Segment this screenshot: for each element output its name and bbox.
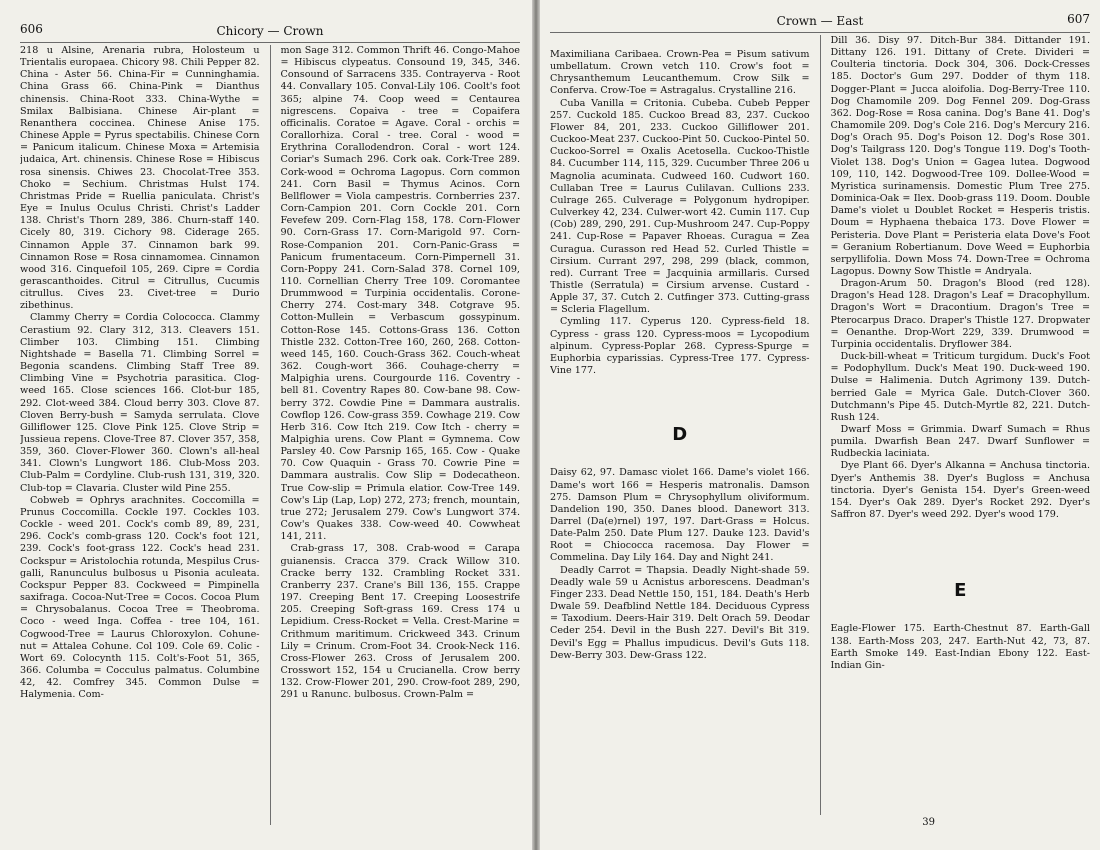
right-column-1 [550,35,810,835]
book-gutter [532,0,540,850]
entry-paragraph: Cymling 117. Cyperus 120. Cypress-field 18. Cypress - grass 120. Cypress-moos = Lycopodium alpinum. Cypress-Poplar 268. Cypress-Spurge = Euphorbia cyparissias. Cypress-Tree 177. Cypress-Vine 177. [550,316,810,377]
running-head-left [20,20,520,43]
running-head-title-right: Crown — East [776,14,864,28]
section-letter-d: D [672,424,688,446]
entry-paragraph: Crab-grass 17, 308. Crab-wood = Carapa guianensis. Cracca 379. Crack Willow 310. Cracke berry 132. Crambling Rocket 331. Cranberry 237. Crane's Bill 136, 155. Crappe 197. Creeping Bent 17. Creeping Loosestrife 205. Creeping Soft-grass 169. Cress 174 u Lepidium. Cress-Rocket = Vella. Crest-Marine = Crithmum maritimum. Crickweed 343. Crinum Lily = Crinum. Crom-Foot 34. Crook-Neck 116. Cross-Flower 263. Cross of Jerusalem 200. Crosswort 152, 154 u Crucianella. Crow berry 132. Crow-Flower 201, 290. Crow-foot 289, 290, 291 u Ranunc. bulbosus. Crown-Palm = [280,543,520,701]
running-head-title-left: Chicory — Crown [216,24,324,38]
left-column-2 [281,45,521,845]
entry-paragraph: Daisy 62, 97. Damasc violet 166. Dame's violet 166. Dame's wort 166 = Hesperis matronalis. Damson 275. Damson Plum = Chrysophyllum oliviformum. Dandelion 190, 350. Danes blood. Danewort 313. Darrel (Da(e)rnel) 197, 197. Dart-Grass = Holcus. Date-Palm 250. Date Plum 127. Dauke 123. David's Root = Chiococca racemosa. Day Flower = Commelina. Day Lily 164. Day and Night 241. [550,467,810,564]
left-column-1 [20,45,260,845]
page-number-left: 606 [20,22,43,36]
column-divider [270,45,271,825]
entry-paragraph: Dill 36. Disy 97. Ditch-Bur 384. Dittander 191. Dittany 126. 191. Dittany of Crete. Divideri = Coulteria tinctoria. Dock 304, 306. Dock-Cresses 185. Doctor's Gum 297. Dodder of thym 118. Dogger-Plant = Jucca aloifolia. Dog-Berry-Tree 110. Dog Chamomile 209. Dog Fennel 209. Dog-Grass 362. Dog-Rose = Rosa canina. Dog's Bane 41. Dog's Chamomile 209. Dog's Cole 216. Dog's Mercury 216. Dog's Orach 95. Dog's Poison 12. Dog's Rose 301. Dog's Tailgrass 120. Dog's Tongue 119. Dog's Tooth-Violet 138. Dog's Union = Gagea lutea. Dogwood 109, 110, 142. Dogwood-Tree 109. Dollee-Wood = Myristica surinamensis. Domestic Plum Tree 275. Dominica-Oak = Ilex. Doob-grass 119. Doom. Double Dame's violet u Doublet Rocket = Hesperis tristis. Doum = Hyphaena thebaica 173. Dove Flower = Peristeria. Dove Plant = Peristeria elata Dove's Foot = Geranium Robertianum. Dove Weed = Euphorbia serpyllifolia. Down Moss 74. Down-Tree = Ochroma Lagopus. Downy Sow Thistle = Andryala. [830,35,1090,277]
entry-paragraph: Duck-bill-wheat = Triticum turgidum. Duck's Foot = Podophyllum. Duck's Meat 190. Duck-weed 190. Dulse = Halimenia. Dutch Agrimony 139. Dutch-berried Gale = Myrica Gale. Dutch-Clover 360. Dutchmann's Pipe 45. Dutch-Myrtle 82, 221. Dutch-Rush 124. [830,351,1090,423]
entry-paragraph: Cobweb = Ophrys arachnites. Coccomilla = Prunus Coccomilla. Cockle 197. Cockles 103. Cockle - weed 201. Cock's comb 89, 89, 231, 296. Cock's comb-grass 120. Cock's foot 121, 239. Cock's foot-grass 122. Cock's head 231. Cockspur = Aristolochia rotunda, Mespilus Crus-galli, Ranunculus bulbosus u Pisonia aculeata. Cockspur Pepper 83. Cockweed = Pimpinella saxifraga. Cocoa-Nut-Tree = Cocos. Cocoa Plum = Chrysobalanus. Cocoa Tree = Theobroma. Coco - weed Inga. Coffea - tree 104, 161. Cogwood-Tree = Laurus Chloroxylon. Cohune-nut = Attalea Cohune. Col 109. Cole 69. Colic - Wort 69. Colocynth 115. Colt's-Foot 51, 365, 366. Columba = Cocculus palmatus. Columbine 42, 42. Comfrey 345. Common Dulse = Halymenia. Com- [20,494,260,701]
page-number-right: 607 [1067,12,1090,26]
signature-mark: 39 [922,817,935,828]
entry-paragraph: Deadly Carrot = Thapsia. Deadly Night-shade 59. Deadly wale 59 u Acnistus arborescens. Deadman's Finger 233. Dead Nettle 150, 151, 184. Death's Herb Dwale 59. Deafblind Nettle 184. Deciduous Cypress = Taxodium. Deers-Hair 319. Delt Orach 59. Deodar Ceder 254. Devil in the Bush 227. Devil's Bit 319. Devil's Egg = Phallus impudicus. Devil's Guts 118. Dew-Berry 303. Dew-Grass 122. [550,564,810,661]
entry-paragraph: Dragon-Arum 50. Dragon's Blood (red 128). Dragon's Head 128. Dragon's Leaf = Dracophyllum. Dragon's Wort = Dracontium. Dragon's Tree = Pterocarpus Draco. Draper's Thistle 127. Dropwater = Oenanthe. Drop-Wort 229, 339. Drumwood = Turpinia occidentalis. Dryflower 384. [830,278,1090,350]
entry-paragraph: Eagle-Flower 175. Earth-Chestnut 87. Earth-Gall 138. Earth-Moss 203, 247. Earth-Nut 42, 73, 87. Earth Smoke 149. East-Indian Ebony 122. East-Indian Gin- [830,623,1090,671]
entry-paragraph: Dye Plant 66. Dyer's Alkanna = Anchusa tinctoria. Dyer's Anthemis 38. Dyer's Bugloss = Anchusa tinctoria. Dyer's Genista 154. Dyer's Green-weed 154. Dyer's Oak 289. Dyer's Rocket 292. Dyer's Saffron 87. Dyer's weed 292. Dyer's wood 179. [830,460,1090,521]
entry-paragraph: Clammy Cherry = Cordia Colococca. Clammy Cerastium 92. Clary 312, 313. Cleavers 151. Climber 103. Climbing 151. Climbing Nightshade = Basella 71. Climbing Sorrel = Begonia scandens. Climbing Staff Tree 89. Climbing Vine = Psychotria parasitica. Clog-weed 165. Close sciences 166. Clot-bur 185, 292. Clot-weed 384. Cloud berry 303. Clove 87. Cloven Berry-bush = Samyda serrulata. Clove Gilliflower 125. Clove Pink 125. Clove Strip = Jussieua repens. Clove-Tree 87. Clover 357, 358, 359, 360. Clover-Flower 360. Clown's all-heal 341. Clown's Lungwort 186. Club-Moss 203. Club-Palm = Cordyline. Club-rush 131, 319, 320. Club-top = Clavaria. Cluster wild Pine 255. [20,312,260,494]
section-letter-e: E [954,580,967,602]
entry-paragraph: Dwarf Moss = Grimmia. Dwarf Sumach = Rhus pumila. Dwarfish Bean 247. Dwarf Sunflower = Rudbeckia laciniata. [830,424,1090,460]
entry-paragraph: mon Sage 312. Common Thrift 46. Congo-Mahoe = Hibiscus clypeatus. Consound 19, 345, 346. Consound of Sarracens 335. Contrayerva - Root 44. Convallary 105. Conval-Lily 106. Coolt's foot 365; alpine 74. Coop weed = Centaurea nigrescens. Copaiva - tree = Copaifera officinalis. Coratoe = Agave. Coral - orchis = Corallorhiza. Coral - tree. Coral - wood = Erythrina Corallodendron. Coral - wort 124. Coriar's Sumach 296. Cork oak. Cork-Tree 289. Cork-wood = Ochroma Lagopus. Corn common 241. Corn Basil = Thymus Acinos. Corn Bellflower = Viola campestris. Cornberries 237. Corn-Campion 201. Corn Cockle 201. Corn Fevefew 209. Corn-Flag 158, 178. Corn-Flower 90. Corn-Grass 17. Corn-Marigold 97. Corn-Rose-Companion 201. Corn-Panic-Grass = Panicum frumentaceum. Corn-Pimpernell 31. Corn-Poppy 241. Corn-Salad 378. Cornel 109, 110. Cornellian Cherry Tree 109. Coromantee Drummwood = Turpinia occidentalis. Corone-Cherry 274. Cost-mary 348. Cotgrave 95. Cotton-Mullein = Verbascum gossypinum. Cotton-Rose 145. Cottons-Grass 136. Cotton Thistle 232. Cotton-Tree 160, 260, 268. Cotton-weed 145, 160. Couch-Grass 362. Couch-wheat 362. Cough-wort 366. Couhage-cherry = Malpighia urens. Courgourde 116. Coventry - bell 81. Coventry Rapes 80. Cow-bane 98. Cow-berry 372. Cowdie Pine = Dammara australis. Cowflop 126. Cow-grass 359. Cowhage 219. Cow Herb 316. Cow Itch 219. Cow Itch - cherry = Malpighia urens. Cow Plant = Gymnema. Cow Parsley 40. Cow Parsnip 165, 165. Cow - Quake 70. Cow Quaquin - Grass 70. Cowrie Pine = Dammara australis. Cow Slip = Dodecatheon. True Cow-slip = Primula elatior. Cow-Tree 149. Cow's Lip (Lap, Lop) 272, 273; french, mountain, true 272; Jerusalem 279. Cow's Lungwort 374. Cow's Quakes 338. Cow-weed 40. Cowwheat 141, 211. [280,45,520,543]
running-head-right [550,10,1090,33]
entry-paragraph: Cuba Vanilla = Critonia. Cubeba. Cubeb Pepper 257. Cuckold 185. Cuckoo Bread 83, 237. Cuckoo Flower 84, 201, 233. Cuckoo Gilliflower 201. Cuckoo-Meat 237. Cuckoo-Pint 50. Cuckoo-Pintel 50. Cuckoo-Sorrel = Oxalis Acetosella. Cuckoo-Thistle 84. Cucumber 114, 115, 329. Cucumber Three 206 u Magnolia acuminata. Cudweed 160. Cudwort 160. Cullaban Tree = Laurus Culilavan. Cullions 233. Culrage 265. Culverage = Polygonum hydropiper. Culverkey 42, 234. Culwer-wort 42. Cumin 117. Cup (Cob) 289, 290, 291. Cup-Mushroom 247. Cup-Poppy 241. Cup-Rose = Papaver Rhoeas. Curagua = Zea Curagua. Curasson red Head 52. Curled Thistle = Cirsium. Currant 297, 298, 299 (black, common, red). Currant Tree = Jacquinia armillaris. Cursed Thistle (Serratula) = Cirsium arvense. Custard - Apple 37, 37. Cutch 2. Cutfinger 373. Cutting-grass = Scleria Flagellum. [550,97,810,316]
entry-paragraph: Maximiliana Caribaea. Crown-Pea = Pisum sativum umbellatum. Crown vetch 110. Crow's foot = Chrysanthemum Leucanthemum. Crow Silk = Conferva. Crow-Toe = Astragalus. Crystalline 216. [550,49,810,97]
column-divider [820,35,821,815]
left-page [0,0,532,850]
entry-paragraph: 218 u Alsine, Arenaria rubra, Holosteum u Trientalis europaea. Chicory 98. Chili Pepper 82. China - Aster 56. China-Fir = Cunninghamia. China Grass 66. China-Pink = Dianthus chinensis. China-Root 333. China-Wythe = Smilax Balbisiana. Chinese Air-plant = Renanthera coccinea. Chinese Anise 175. Chinese Apple = Pyrus spectabilis. Chinese Corn = Panicum italicum. Chinese Moxa = Artemisia judaica, Art. chinensis. Chinese Rose = Hibiscus rosa sinensis. Chiwes 23. Chocolat-Tree 353. Choko = Sechium. Christmas Hulst 174. Christmas Pride = Ruellia paniculata. Christ's Eye = Inulus Oculus Christi. Christ's Ladder 138. Christ's Thorn 289, 386. Churn-staff 140. Cicely 80, 319. Cichory 98. Ciderage 265. Cinnamon Apple 37. Cinnamon bark 99. Cinnamon Rose = Rosa cinnamomea. Cinnamon wood 316. Cinquefoil 105, 269. Cipre = Cordia gerascanthoides. Citrul = Citrullus, Cucumis citrullus. Cives 23. Civet-tree = Durio zibethinus. [20,45,260,312]
right-page [540,0,1100,850]
right-column-2 [831,35,1091,835]
